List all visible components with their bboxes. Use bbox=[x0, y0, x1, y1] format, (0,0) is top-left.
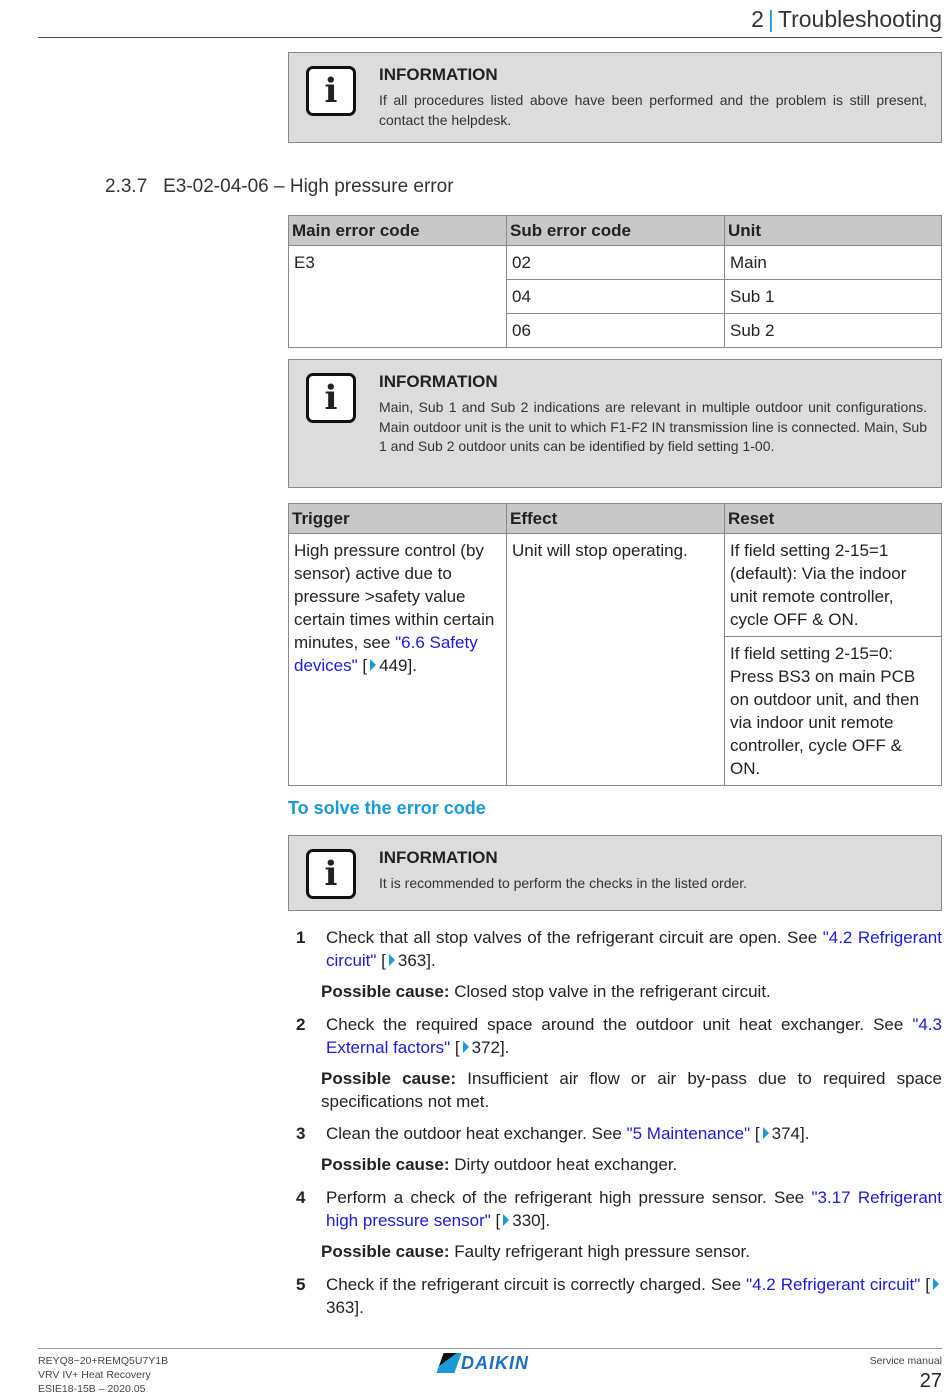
header-main-code: Main error code bbox=[289, 216, 507, 246]
info-box bbox=[288, 52, 942, 143]
safety-devices-link[interactable]: "6.6 Safety devices" bbox=[294, 633, 478, 675]
step-link[interactable]: "4.2 Refrigerant circuit" bbox=[326, 928, 942, 970]
sub-code: 04 bbox=[507, 280, 725, 314]
footer-doc-info: REYQ8~20+REMQ5U7Y1B VRV IV+ Heat Recovery ESIE18-15B – 2020.05 bbox=[38, 1355, 169, 1395]
info-icon: i bbox=[306, 66, 356, 116]
unit: Sub 1 bbox=[725, 280, 942, 314]
step-link[interactable]: "3.17 Refrigerant high pressure sensor" bbox=[326, 1188, 942, 1230]
chapter-number: 2 bbox=[751, 6, 764, 32]
trigger-cell: High pressure control (by sensor) active due to pressure >safety value certain times within certain minutes, see "6.6 Safety devices" [ 449]. bbox=[289, 534, 507, 786]
list-item: 4 Perform a check of the refrigerant high pressure sensor. See "3.17 Refrigerant high pressure sensor" [ 330]. Possible cause: Faulty refrigerant high pressure sensor. bbox=[296, 1188, 942, 1261]
header-trigger: Trigger bbox=[289, 504, 507, 534]
header-effect: Effect bbox=[507, 504, 725, 534]
reset-cell: If field setting 2-15=1 (default): Via the indoor unit remote controller, cycle OFF & ON. bbox=[725, 534, 942, 637]
info-title: INFORMATION bbox=[379, 65, 498, 84]
header-rule bbox=[38, 37, 942, 38]
page-number: 27 bbox=[919, 1370, 942, 1392]
footer-right: Service manual 27 bbox=[869, 1355, 942, 1392]
page-arrow-icon bbox=[463, 1041, 469, 1053]
page-arrow-icon bbox=[370, 659, 376, 671]
header-sub-code: Sub error code bbox=[507, 216, 725, 246]
list-item: 5 Check if the refrigerant circuit is correctly charged. See "4.2 Refrigerant circuit" [363]. bbox=[296, 1273, 942, 1319]
header-reset: Reset bbox=[725, 504, 942, 534]
sub-code: 06 bbox=[507, 314, 725, 348]
list-item: 2 Check the required space around the outdoor unit heat exchanger. See "4.3 External factors" [ 372]. Possible cause: Insufficient air flow or air by-pass due to required space specifications not met. bbox=[296, 1015, 942, 1111]
info-text: Main, Sub 1 and Sub 2 indications are relevant in multiple outdoor unit configurations. Main outdoor unit is the unit to which F1-F2 IN transmission line is connected. Main, Sub 1 and Sub 2 outdoor units can be identified by field setting 1-00. bbox=[379, 399, 927, 454]
trigger-table bbox=[288, 503, 942, 786]
footer-rule bbox=[38, 1348, 942, 1349]
step-link[interactable]: "4.3 External factors" bbox=[326, 1015, 942, 1057]
daikin-logo-mark-icon bbox=[436, 1353, 461, 1373]
info-icon: i bbox=[306, 373, 356, 423]
page-arrow-icon bbox=[763, 1127, 769, 1139]
info-title: INFORMATION bbox=[379, 848, 498, 867]
table-row bbox=[289, 246, 942, 280]
effect-cell: Unit will stop operating. bbox=[507, 534, 725, 786]
unit: Sub 2 bbox=[725, 314, 942, 348]
main-code: E3 bbox=[289, 246, 507, 348]
info-box bbox=[288, 359, 942, 488]
chapter-title: Troubleshooting bbox=[777, 6, 942, 32]
step-link[interactable]: "4.2 Refrigerant circuit" bbox=[746, 1275, 921, 1294]
reset-cell: If field setting 2-15=0: Press BS3 on main PCB on outdoor unit, and then via indoor unit remote controller, cycle OFF & ON. bbox=[725, 637, 942, 786]
sub-code: 02 bbox=[507, 246, 725, 280]
step-link[interactable]: "5 Maintenance" bbox=[626, 1124, 751, 1143]
page-arrow-icon bbox=[933, 1278, 939, 1290]
page-arrow-icon bbox=[503, 1214, 509, 1226]
info-box bbox=[288, 835, 942, 911]
daikin-logo: DAIKIN bbox=[440, 1353, 529, 1374]
list-item: 1 Check that all stop valves of the refrigerant circuit are open. See "4.2 Refrigerant circuit" [ 363]. Possible cause: Closed stop valve in the refrigerant circuit. bbox=[296, 928, 942, 1001]
section-heading: 2.3.7 E3-02-04-06 – High pressure error bbox=[105, 176, 454, 197]
info-title: INFORMATION bbox=[379, 372, 498, 391]
header-unit: Unit bbox=[725, 216, 942, 246]
page-arrow-icon bbox=[389, 954, 395, 966]
page-header: 2 | Troubleshooting bbox=[751, 6, 942, 32]
info-text: If all procedures listed above have been performed and the problem is still present, contact the helpdesk. bbox=[379, 92, 927, 128]
info-icon: i bbox=[306, 849, 356, 899]
list-item: 3 Clean the outdoor heat exchanger. See "5 Maintenance" [ 374]. Possible cause: Dirty outdoor heat exchanger. bbox=[296, 1124, 810, 1174]
info-text: It is recommended to perform the checks in the listed order. bbox=[379, 875, 748, 891]
solve-heading: To solve the error code bbox=[288, 798, 486, 818]
error-code-table bbox=[288, 215, 942, 348]
unit: Main bbox=[725, 246, 942, 280]
